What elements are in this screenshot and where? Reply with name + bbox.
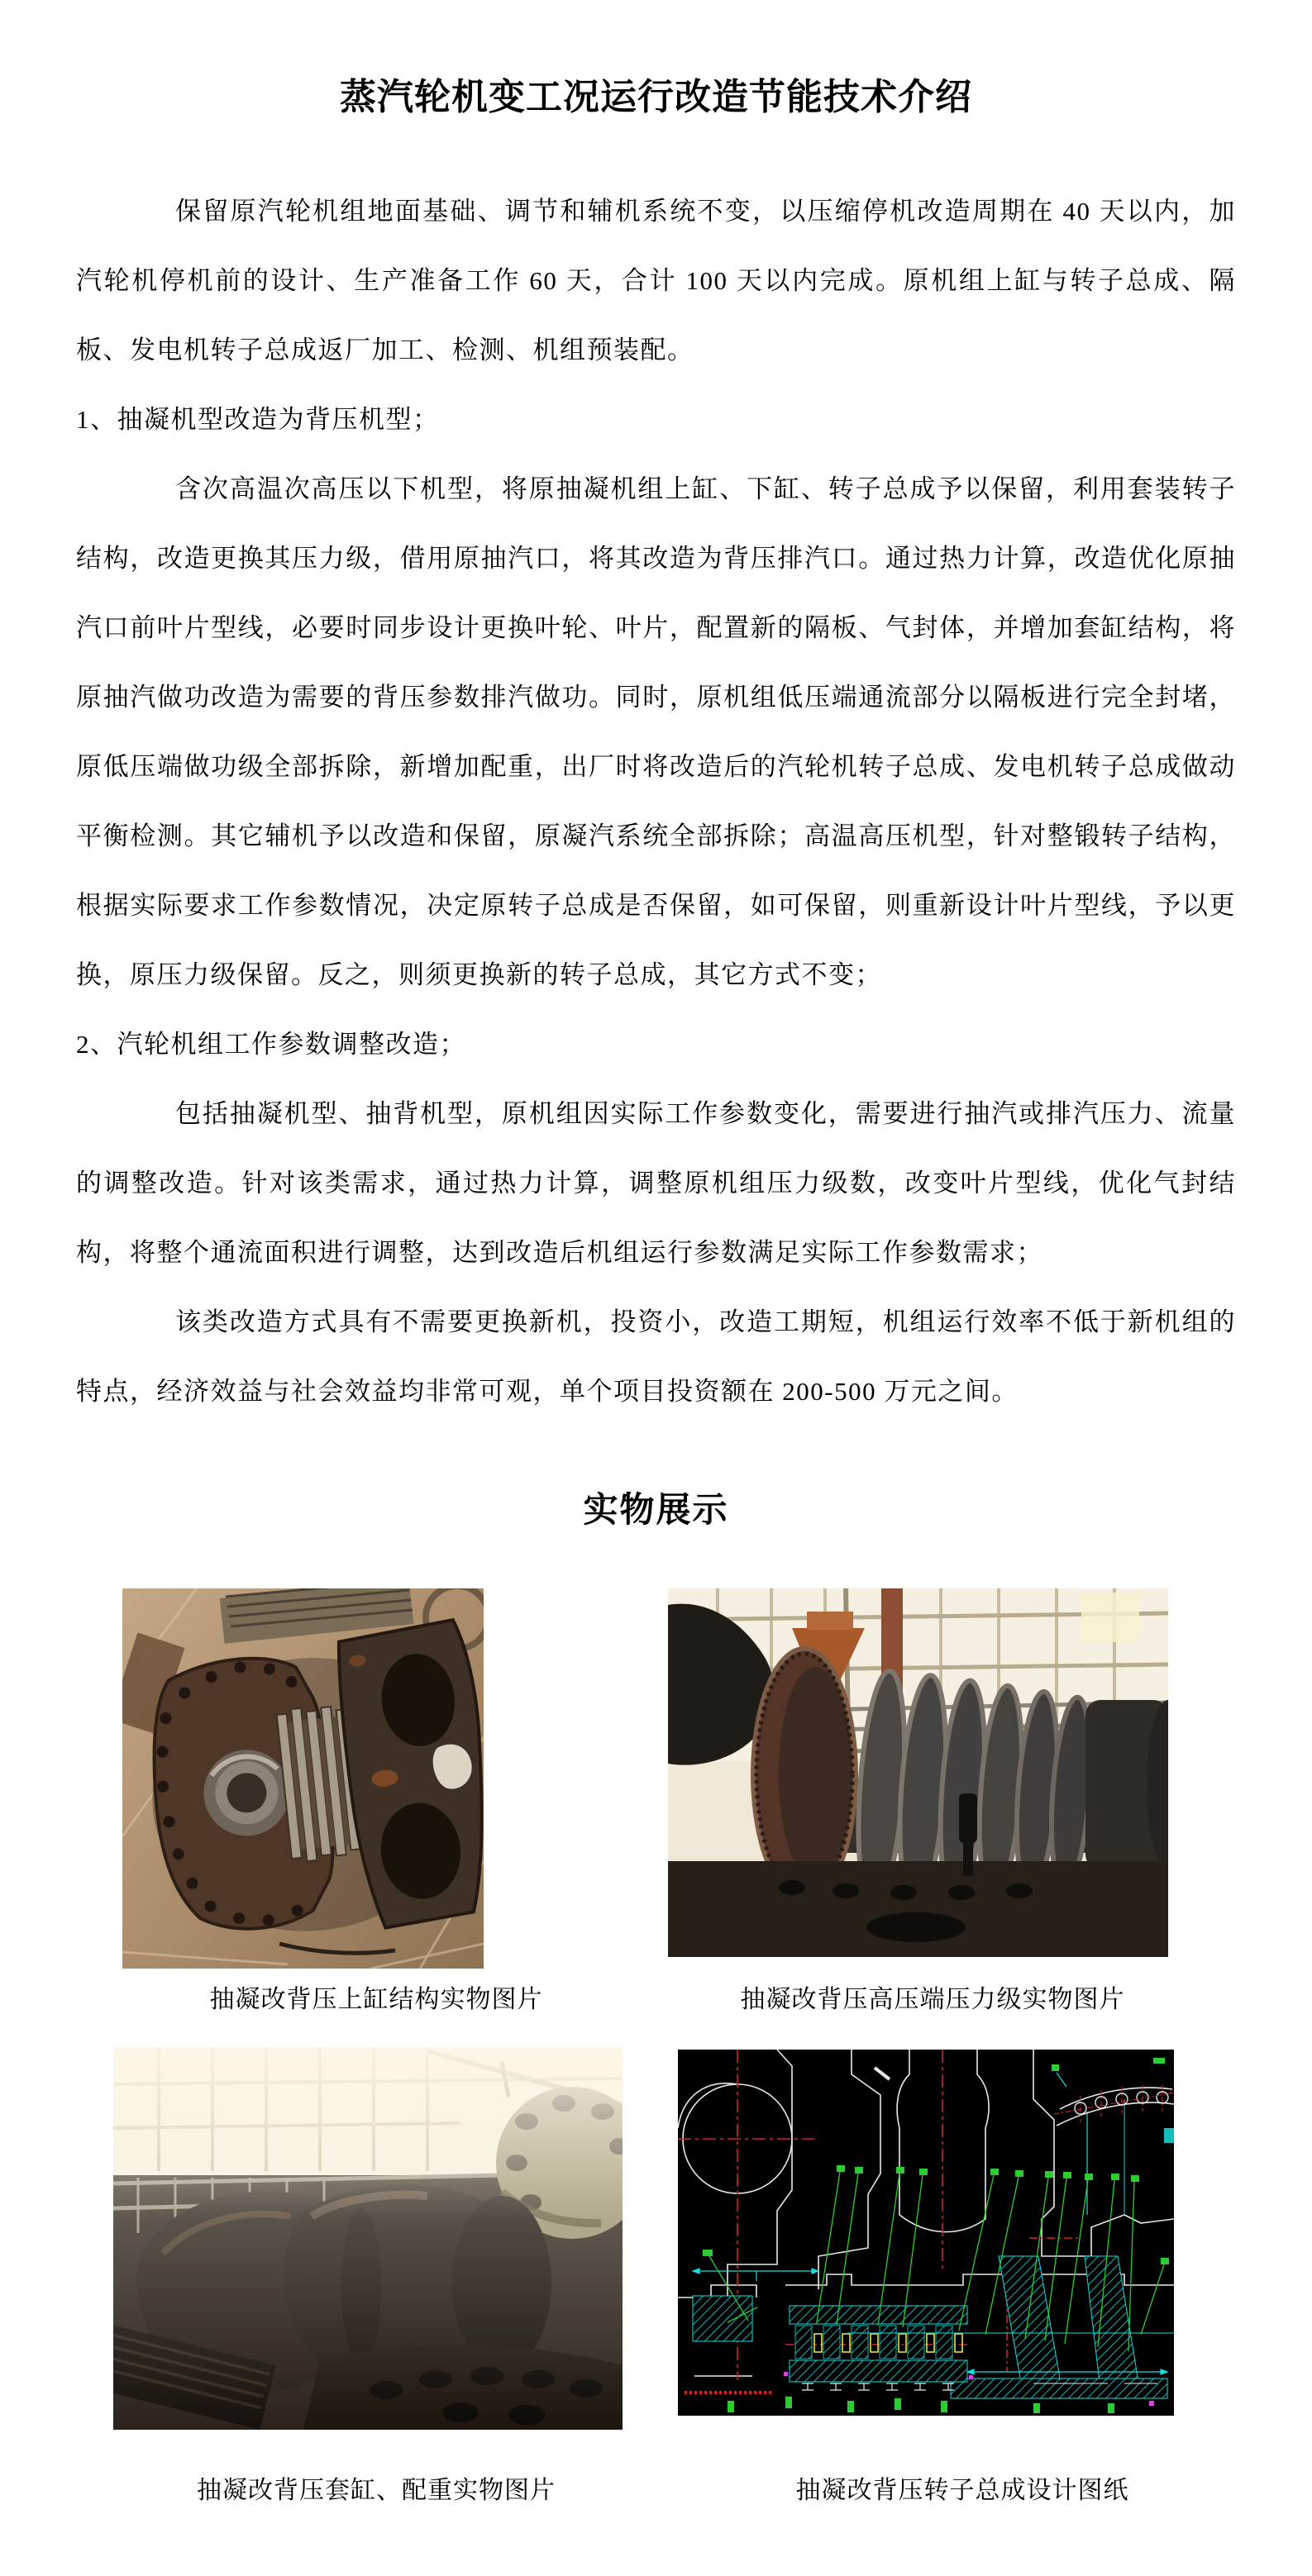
list-item-1: 1、抽凝机型改造为背压机型； (76, 405, 440, 434)
photo-sleeve-cylinder (113, 2047, 623, 2430)
page-title: 蒸汽轮机变工况运行改造节能技术介绍 (340, 77, 972, 117)
photo-hp-stage-rotor (668, 1588, 1168, 1957)
cad-rotor-assembly-drawing (678, 2050, 1174, 2416)
paragraph-adjustment: 包括抽凝机型、抽背机型，原机组因实际工作参数变化，需要进行抽汽或排汽压力、流量的调整改造。针对该类需求，通过热力计算，调整原机组压力级数，改变叶片型线，优化气封结构，将整个通流面积进行调整，达到改造后机组运行参数满足实际工作参数需求； (76, 1099, 1236, 1267)
section-heading-exhibits: 实物展示 (583, 1490, 729, 1529)
document-body (76, 177, 1236, 1499)
figure-caption-hp-stage: 抽凝改背压高压端压力级实物图片 (740, 1986, 1125, 2013)
photo-sleeve-cylinder-art (113, 2047, 623, 2430)
list-item-2: 2、汽轮机组工作参数调整改造； (76, 1030, 466, 1059)
photo-upper-casing-art (122, 1588, 484, 1969)
paragraph-overview: 保留原汽轮机组地面基础、调节和辅机系统不变，以压缩停机改造周期在 40 天以内，加汽轮机停机前的设计、生产准备工作 60 天，合计 100 天以内完成。原机组上缸与转子总成、隔板、发电机转子总成返厂加工、检测、机组预装配。 (76, 197, 1236, 364)
cad-rotor-assembly-art (678, 2050, 1174, 2416)
paragraph-backpressure: 含次高温次高压以下机型，将原抽凝机组上缸、下缸、转子总成予以保留，利用套装转子结构，改造更换其压力级，借用原抽汽口，将其改造为背压排汽口。通过热力计算，改造优化原抽汽口前叶片型线，必要时同步设计更换叶轮、叶片，配置新的隔板、气封体，并增加套缸结构，将原抽汽做功改造为需要的背压参数排汽做功。同时，原机组低压端通流部分以隔板进行完全封堵，原低压端做功级全部拆除，新增加配重，出厂时将改造后的汽轮机转子总成、发电机转子总成做动平衡检测。其它辅机予以改造和保留，原凝汽系统全部拆除；高温高压机型，针对整锻转子结构，根据实际要求工作参数情况，决定原转子总成是否保留，如可保留，则重新设计叶片型线，予以更换，原压力级保留。反之，则须更换新的转子总成，其它方式不变； (76, 474, 1236, 989)
figure-caption-cad: 抽凝改背压转子总成设计图纸 (795, 2477, 1129, 2504)
photo-hp-stage-rotor-art (668, 1588, 1168, 1957)
figure-caption-upper-casing: 抽凝改背压上缸结构实物图片 (209, 1986, 543, 2013)
paragraph-benefits: 该类改造方式具有不需要更换新机，投资小，改造工期短，机组运行效率不低于新机组的特点，经济效益与社会效益均非常可观，单个项目投资额在 200-500 万元之间。 (76, 1307, 1236, 1406)
photo-upper-casing (122, 1588, 484, 1969)
figure-caption-sleeve: 抽凝改背压套缸、配重实物图片 (197, 2477, 556, 2504)
